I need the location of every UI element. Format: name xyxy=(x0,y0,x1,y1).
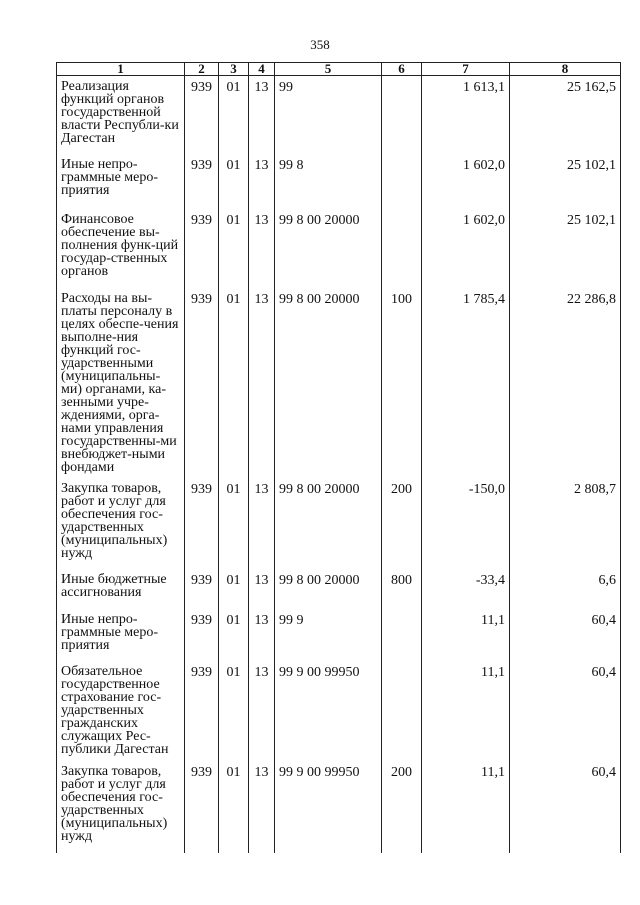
target-article-code: 99 8 00 20000 xyxy=(275,569,382,609)
amount-change: 11,1 xyxy=(422,661,510,761)
target-article-code: 99 8 00 20000 xyxy=(275,478,382,569)
amount-total: 25 162,5 xyxy=(510,76,621,154)
column-header-7: 7 xyxy=(422,63,510,76)
amount-change: 11,1 xyxy=(422,609,510,661)
expense-name: Иные непро-граммные меро-приятия xyxy=(57,154,185,209)
column-header-8: 8 xyxy=(510,63,621,76)
target-article-code: 99 8 00 20000 xyxy=(275,288,382,478)
table-row xyxy=(57,154,621,209)
department-code: 939 xyxy=(185,661,219,761)
expense-type-code: 200 xyxy=(382,761,422,853)
expense-type-code xyxy=(382,209,422,288)
target-article-code: 99 8 00 20000 xyxy=(275,209,382,288)
expense-name: Финансовое обеспечение вы-полнения функ-ций государ-ственных органов xyxy=(57,209,185,288)
amount-change: -33,4 xyxy=(422,569,510,609)
amount-total: 6,6 xyxy=(510,569,621,609)
table-body xyxy=(57,76,621,853)
subsection-code: 13 xyxy=(249,288,275,478)
target-article-code: 99 8 xyxy=(275,154,382,209)
amount-change: 11,1 xyxy=(422,761,510,853)
amount-change: 1 785,4 xyxy=(422,288,510,478)
column-header-6: 6 xyxy=(382,63,422,76)
page-number: 358 xyxy=(310,37,330,52)
expense-name: Реализация функций органов государственной власти Республи-ки Дагестан xyxy=(57,76,185,154)
target-article-code: 99 xyxy=(275,76,382,154)
expense-name: Иные бюджетные ассигнования xyxy=(57,569,185,609)
amount-total: 60,4 xyxy=(510,761,621,853)
amount-change: -150,0 xyxy=(422,478,510,569)
department-code: 939 xyxy=(185,154,219,209)
expense-name: Обязательное государственное страхование гос-ударственных гражданских служащих Рес-публики Дагестан xyxy=(57,661,185,761)
amount-total: 25 102,1 xyxy=(510,209,621,288)
table-row xyxy=(57,478,621,569)
amount-change: 1 602,0 xyxy=(422,154,510,209)
budget-table xyxy=(56,62,621,853)
section-code: 01 xyxy=(219,661,249,761)
table-row xyxy=(57,569,621,609)
table-row xyxy=(57,609,621,661)
subsection-code: 13 xyxy=(249,478,275,569)
expense-name: Закупка товаров, работ и услуг для обеспечения гос-ударственных (муниципальных) нужд xyxy=(57,478,185,569)
subsection-code: 13 xyxy=(249,569,275,609)
department-code: 939 xyxy=(185,288,219,478)
amount-total: 25 102,1 xyxy=(510,154,621,209)
department-code: 939 xyxy=(185,569,219,609)
department-code: 939 xyxy=(185,76,219,154)
column-header-3: 3 xyxy=(219,63,249,76)
expense-name: Иные непро-граммные меро-приятия xyxy=(57,609,185,661)
amount-total: 22 286,8 xyxy=(510,288,621,478)
subsection-code: 13 xyxy=(249,609,275,661)
section-code: 01 xyxy=(219,569,249,609)
column-header-5: 5 xyxy=(275,63,382,76)
section-code: 01 xyxy=(219,154,249,209)
expense-type-code: 800 xyxy=(382,569,422,609)
column-header-2: 2 xyxy=(185,63,219,76)
expense-type-code xyxy=(382,154,422,209)
amount-total: 2 808,7 xyxy=(510,478,621,569)
table-row xyxy=(57,761,621,853)
expense-name: Расходы на вы-платы персоналу в целях обеспе-чения выполне-ния функций гос-ударственными (муниципальны-ми) органами, ка-зенными учре-ждениями, орга-нами управления государственны-ми внебюджет-ными фондами xyxy=(57,288,185,478)
subsection-code: 13 xyxy=(249,154,275,209)
subsection-code: 13 xyxy=(249,76,275,154)
header-row xyxy=(57,63,621,76)
table-row xyxy=(57,76,621,154)
section-code: 01 xyxy=(219,761,249,853)
amount-change: 1 602,0 xyxy=(422,209,510,288)
table-header xyxy=(57,63,621,76)
section-code: 01 xyxy=(219,609,249,661)
column-header-1: 1 xyxy=(57,63,185,76)
department-code: 939 xyxy=(185,209,219,288)
subsection-code: 13 xyxy=(249,761,275,853)
subsection-code: 13 xyxy=(249,209,275,288)
expense-type-code xyxy=(382,609,422,661)
section-code: 01 xyxy=(219,288,249,478)
expense-name: Закупка товаров, работ и услуг для обеспечения гос-ударственных (муниципальных) нужд xyxy=(57,761,185,853)
section-code: 01 xyxy=(219,76,249,154)
section-code: 01 xyxy=(219,209,249,288)
target-article-code: 99 9 00 99950 xyxy=(275,761,382,853)
department-code: 939 xyxy=(185,609,219,661)
department-code: 939 xyxy=(185,761,219,853)
expense-type-code: 100 xyxy=(382,288,422,478)
column-header-4: 4 xyxy=(249,63,275,76)
target-article-code: 99 9 00 99950 xyxy=(275,661,382,761)
expense-type-code xyxy=(382,661,422,761)
amount-change: 1 613,1 xyxy=(422,76,510,154)
target-article-code: 99 9 xyxy=(275,609,382,661)
table-row xyxy=(57,209,621,288)
table-row xyxy=(57,661,621,761)
amount-total: 60,4 xyxy=(510,661,621,761)
department-code: 939 xyxy=(185,478,219,569)
amount-total: 60,4 xyxy=(510,609,621,661)
table-row xyxy=(57,288,621,478)
section-code: 01 xyxy=(219,478,249,569)
subsection-code: 13 xyxy=(249,661,275,761)
expense-type-code: 200 xyxy=(382,478,422,569)
expense-type-code xyxy=(382,76,422,154)
